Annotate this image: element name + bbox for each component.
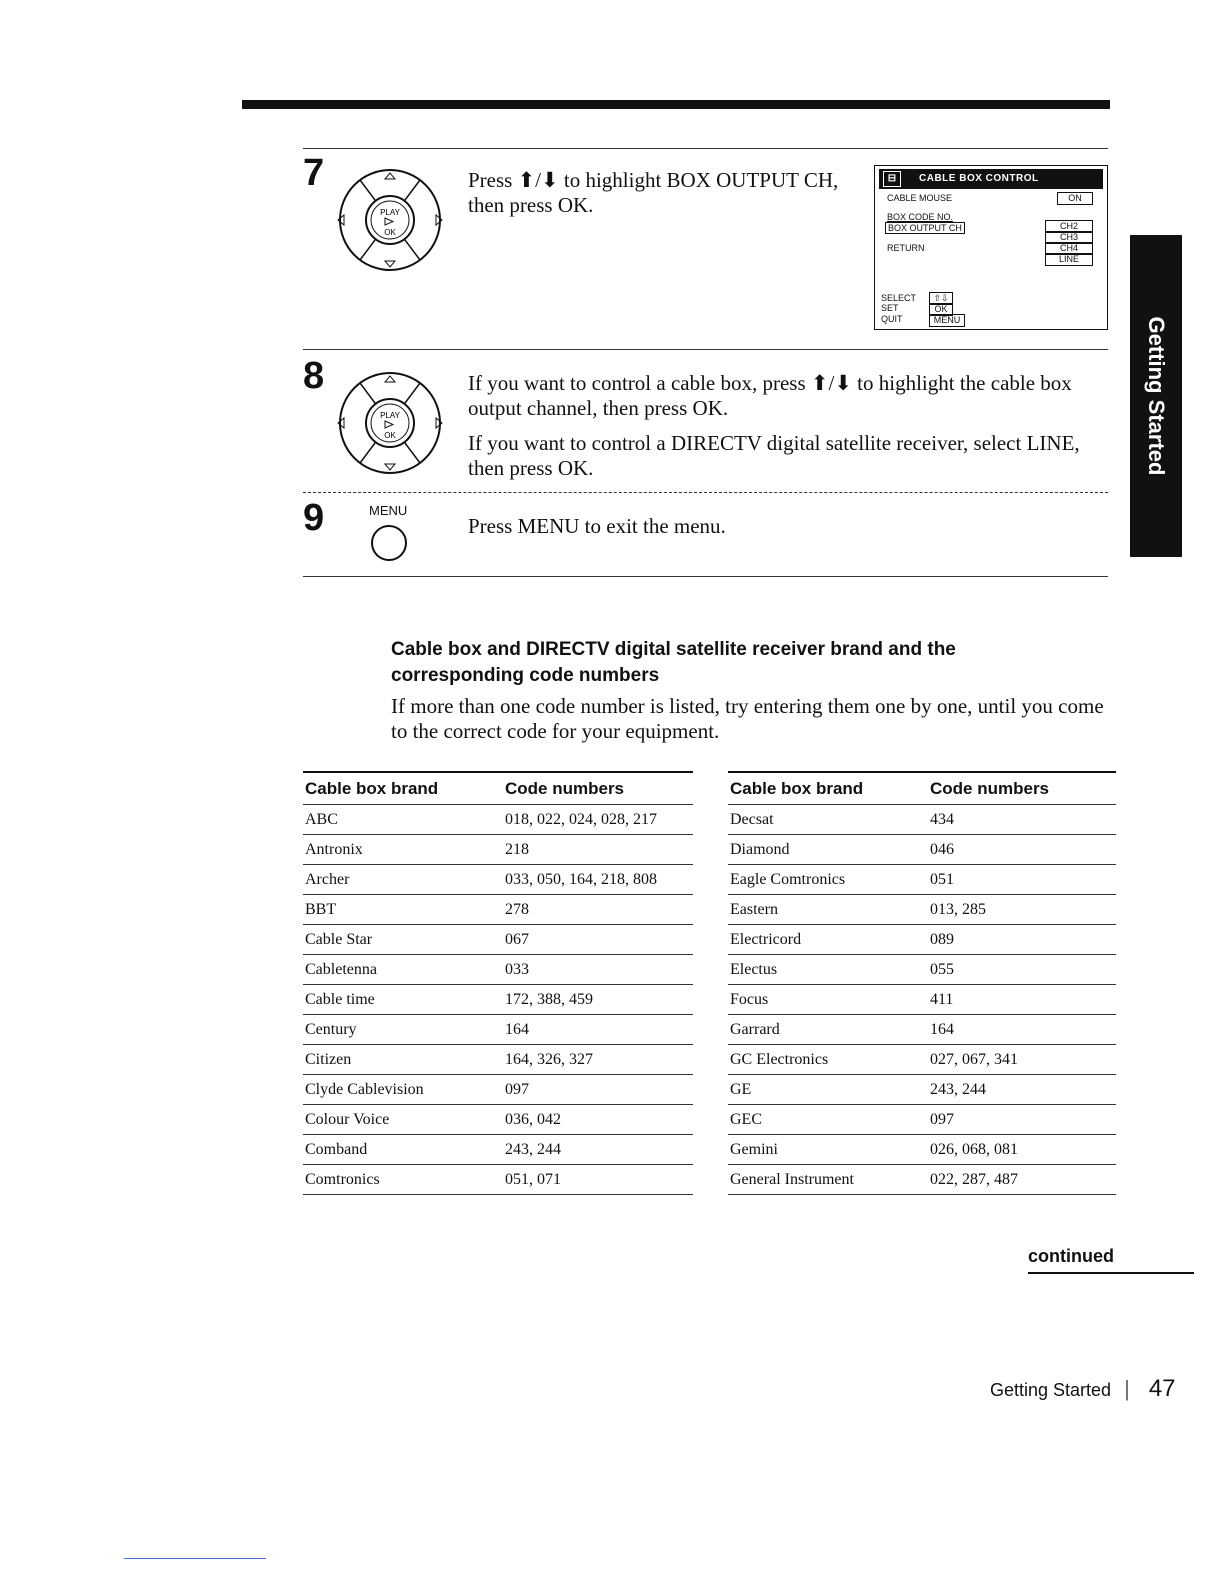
brand-cell: Comtronics [303,1165,503,1195]
codes-cell: 089 [928,925,1116,955]
codes-cell: 097 [928,1105,1116,1135]
osd-cable-mouse-value: ON [1057,192,1093,205]
brand-cell: Electricord [728,925,928,955]
table-row [728,1105,1116,1135]
codes-cell: 164 [503,1015,693,1045]
table-row [728,805,1116,835]
header-brand: Cable box brand [303,772,503,805]
bottom-rule [124,1558,266,1559]
codes-cell: 027, 067, 341 [928,1045,1116,1075]
table-row [303,805,693,835]
table-header-row [728,772,1116,805]
header-codes: Code numbers [928,772,1116,805]
brand-cell: BBT [303,895,503,925]
osd-cable-box-control [874,165,1108,330]
brand-cell: Cabletenna [303,955,503,985]
osd-select-label: SELECT [881,293,917,303]
brand-cell: GC Electronics [728,1045,928,1075]
continued-label: continued [1028,1246,1114,1266]
table-row [728,835,1116,865]
step-7-number: 7 [303,152,325,194]
divider [303,576,1108,577]
table-row [303,1045,693,1075]
brand-cell: ABC [303,805,503,835]
osd-set-value: OK [929,303,953,316]
brand-cell: Comband [303,1135,503,1165]
top-rule [242,100,1110,109]
brand-cell: Antronix [303,835,503,865]
codes-cell: 278 [503,895,693,925]
table-header-row [303,772,693,805]
brand-cell: Citizen [303,1045,503,1075]
codes-cell: 022, 287, 487 [928,1165,1116,1195]
table-row [728,985,1116,1015]
step-7-text: Press ⬆/⬇ to highlight BOX OUTPUT CH, then press OK. [468,168,839,217]
codes-cell: 067 [503,925,693,955]
side-tab-label: Getting Started [1144,316,1169,476]
step-8-text-1: If you want to control a cable box, press ⬆/⬇ to highlight the cable box output channel, then press OK. [468,371,1072,420]
table-row [303,925,693,955]
codes-cell: 243, 244 [503,1135,693,1165]
table-row [728,865,1116,895]
codes-cell: 046 [928,835,1116,865]
osd-option-line: LINE [1045,253,1093,266]
table-row [728,1135,1116,1165]
codes-cell: 055 [928,955,1116,985]
divider [303,349,1108,350]
brand-cell: Gemini [728,1135,928,1165]
osd-set-label: SET [881,303,899,313]
codes-cell: 033, 050, 164, 218, 808 [503,865,693,895]
codes-cell: 018, 022, 024, 028, 217 [503,805,693,835]
tools-icon: ⊟ [883,171,901,187]
footer-separator: | [1124,1376,1130,1401]
brand-cell: Century [303,1015,503,1045]
play-label: PLAY [380,208,400,217]
section-side-tab [1130,235,1182,557]
codes-cell: 218 [503,835,693,865]
table-row [303,1135,693,1165]
codes-cell: 036, 042 [503,1105,693,1135]
menu-button-label: MENU [369,503,408,518]
brand-cell: Archer [303,865,503,895]
code-table-left-body [303,805,693,1195]
remote-dpad-icon [330,368,450,478]
osd-select-value: ⇧⇩ [929,292,953,305]
codes-cell: 051 [928,865,1116,895]
brand-cell: Clyde Cablevision [303,1075,503,1105]
osd-quit-value: MENU [929,314,965,327]
table-row [728,955,1116,985]
codes-cell: 172, 388, 459 [503,985,693,1015]
table-row [303,1105,693,1135]
osd-title-bar [879,169,1103,189]
page-footer [990,1375,1176,1403]
osd-box-code-no: BOX CODE NO. [887,212,954,222]
table-row [303,1015,693,1045]
osd-option-ch4: CH4 [1045,242,1093,255]
footer-section: Getting Started [990,1380,1112,1400]
step-9-text: Press MENU to exit the menu. [468,514,726,538]
brand-cell: Focus [728,985,928,1015]
ok-label: OK [384,228,396,237]
codes-cell: 411 [928,985,1116,1015]
osd-box-output-ch: BOX OUTPUT CH [885,222,965,234]
brand-cell: Eastern [728,895,928,925]
divider [303,492,1108,493]
page-number: 47 [1148,1375,1176,1402]
table-row [303,1075,693,1105]
osd-cable-mouse: CABLE MOUSE [887,193,953,203]
brand-cell: Cable Star [303,925,503,955]
remote-dpad-icon [330,165,450,275]
codes-cell: 434 [928,805,1116,835]
osd-quit-label: QUIT [881,314,903,324]
table-row [303,985,693,1015]
table-row [728,895,1116,925]
header-brand: Cable box brand [728,772,928,805]
code-table-left [303,771,693,1195]
brand-cell: General Instrument [728,1165,928,1195]
brand-cell: Diamond [728,835,928,865]
continued-rule [1028,1272,1194,1274]
table-row [728,1045,1116,1075]
table-row [303,1165,693,1195]
section-heading: Cable box and DIRECTV digital satellite receiver brand and the corresponding code numbers [391,639,956,686]
menu-button-icon [370,522,410,564]
table-row [303,895,693,925]
codes-cell: 051, 071 [503,1165,693,1195]
brand-cell: GEC [728,1105,928,1135]
brand-cell: Cable time [303,985,503,1015]
section-intro: If more than one code number is listed, try entering them one by one, until you come to the correct code for your equipment. [391,694,1104,743]
play-label: PLAY [380,411,400,420]
code-table-right-body [728,805,1116,1195]
codes-cell: 243, 244 [928,1075,1116,1105]
osd-return: RETURN [887,243,925,253]
brand-cell: Electus [728,955,928,985]
osd-option-ch2: CH2 [1045,220,1093,233]
brand-cell: GE [728,1075,928,1105]
table-row [728,1015,1116,1045]
table-row [303,865,693,895]
divider [303,148,1108,149]
brand-cell: Colour Voice [303,1105,503,1135]
code-table-right [728,771,1116,1195]
codes-cell: 164, 326, 327 [503,1045,693,1075]
ok-label: OK [384,431,396,440]
codes-cell: 097 [503,1075,693,1105]
step-8-text-2: If you want to control a DIRECTV digital satellite receiver, select LINE, then press OK. [468,431,1080,480]
header-codes: Code numbers [503,772,693,805]
brand-cell: Decsat [728,805,928,835]
codes-cell: 033 [503,955,693,985]
step-8-number: 8 [303,355,325,397]
codes-cell: 026, 068, 081 [928,1135,1116,1165]
step-9-number: 9 [303,497,325,539]
table-row [728,925,1116,955]
osd-title: CABLE BOX CONTROL [919,173,1039,184]
codes-cell: 013, 285 [928,895,1116,925]
table-row [728,1165,1116,1195]
table-row [303,955,693,985]
brand-cell: Eagle Comtronics [728,865,928,895]
brand-cell: Garrard [728,1015,928,1045]
table-row [728,1075,1116,1105]
osd-option-ch3: CH3 [1045,231,1093,244]
table-row [303,835,693,865]
codes-cell: 164 [928,1015,1116,1045]
